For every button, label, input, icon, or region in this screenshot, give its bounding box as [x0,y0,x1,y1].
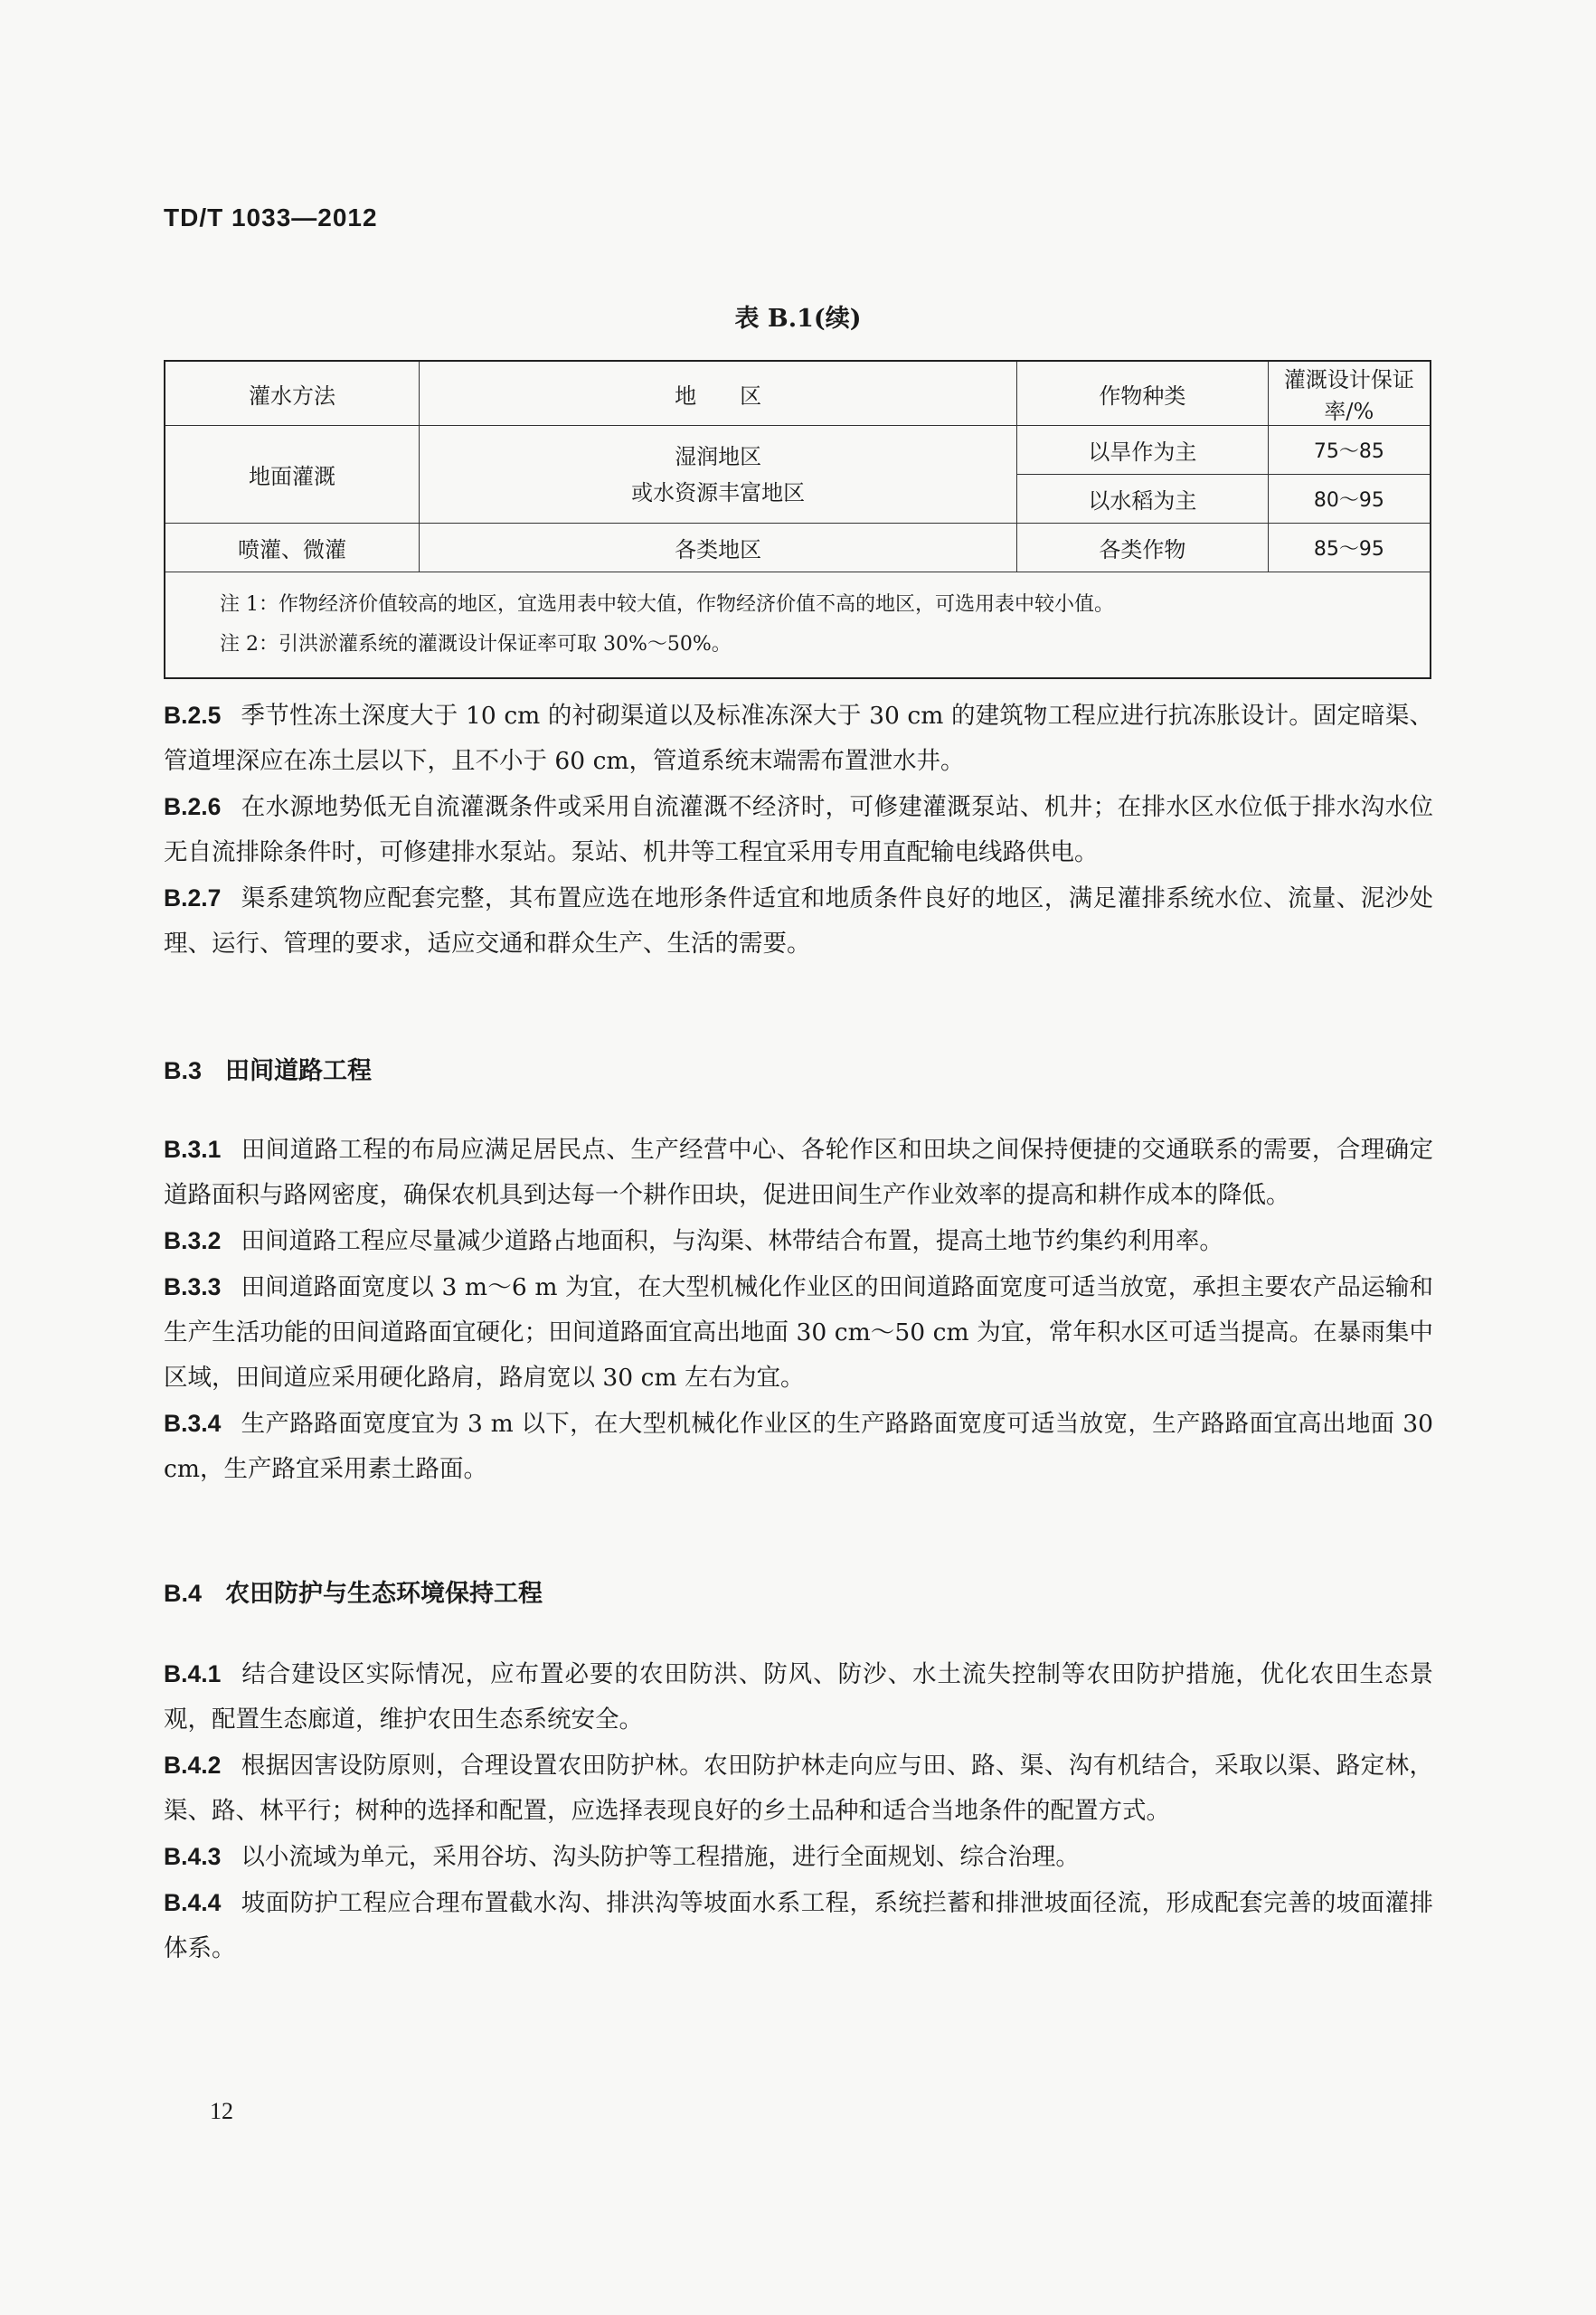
section-b2-paragraphs [164,693,1433,967]
clause-text: 根据因害设防原则，合理设置农田防护林。农田防护林走向应与田、路、渠、沟有机结合，采取以渠、路定林，渠、路、林平行；树种的选择和配置，应选择表现良好的乡土品种和适合当地条件的配置方式。 [164,1752,1433,1825]
table-title: 表 B.1(续) [734,305,862,333]
section-title: 农田防护与生态环境保持工程 [225,1580,543,1608]
clause-text: 生产路路面宽度宜为 3 m 以下，在大型机械化作业区的生产路路面宽度可适当放宽，生产路路面宜高出地面 30 cm，生产路宜采用素土路面。 [164,1410,1433,1483]
clause-paragraph [164,1743,1433,1834]
document-code: TD/T 1033—2012 [164,203,378,232]
column-header: 作物种类 [1017,361,1269,426]
clause-paragraph [164,1401,1433,1492]
section-b3-paragraphs [164,1127,1433,1492]
clause-number: B.2.6 [164,793,222,820]
page-number: 12 [210,2098,233,2124]
table-cell-crop: 各类作物 [1017,524,1269,572]
clause-number: B.4.2 [164,1752,222,1779]
clause-text: 田间道路工程的布局应满足居民点、生产经营中心、各轮作区和田块之间保持便捷的交通联系的需要，合理确定道路面积与路网密度，确保农机具到达每一个耕作田块，促进田间生产作业效率的提高和耕作成本的降低。 [164,1136,1433,1209]
column-header: 地 区 [420,361,1017,426]
clause-number: B.4.3 [164,1843,222,1870]
table-header-row [165,361,1431,426]
table-cell-rate: 75～85 [1268,426,1431,475]
clause-paragraph [164,1127,1433,1218]
section-title: 田间道路工程 [225,1057,373,1085]
section-number: B.3 [164,1057,203,1084]
table-row [165,524,1431,572]
clause-paragraph [164,875,1433,967]
clause-number: B.4.1 [164,1660,222,1687]
table-note: 注 2：引洪淤灌系统的灌溉设计保证率可取 30%～50%。 [220,633,732,656]
region-line: 或水资源丰富地区 [631,479,806,506]
clause-paragraph [164,1218,1433,1264]
column-header: 灌水方法 [165,361,420,426]
clause-text: 以小流域为单元，采用谷坊、沟头防护等工程措施，进行全面规划、综合治理。 [241,1843,1080,1871]
clause-text: 季节性冻土深度大于 10 cm 的衬砌渠道以及标准冻深大于 30 cm 的建筑物工程应进行抗冻胀设计。固定暗渠、管道埋深应在冻土层以下，且不小于 60 cm，管道系统末端需布置泄水井。 [164,702,1433,775]
section-heading-b4 [164,1573,543,1609]
table-note: 注 1：作物经济价值较高的地区，宜选用表中较大值，作物经济价值不高的地区，可选用表中较小值。 [220,593,1114,616]
table-cell-crop: 以水稻为主 [1017,475,1269,524]
clause-number: B.3.2 [164,1227,222,1254]
column-header: 灌溉设计保证率/% [1268,361,1431,426]
table-row [165,426,1431,475]
clause-text: 田间道路面宽度以 3 m～6 m 为宜，在大型机械化作业区的田间道路面宽度可适当放宽，承担主要农产品运输和生产生活功能的田间道路面宜硬化；田间道路面宜高出地面 30 cm～50 cm 为宜，常年积水区可适当提高。在暴雨集中区域，田间道应采用硬化路肩，路肩宽以 30 cm 左右为宜。 [164,1273,1433,1392]
clause-number: B.4.4 [164,1889,222,1916]
clause-number: B.3.1 [164,1136,222,1163]
clause-paragraph [164,693,1433,784]
table-notes-row [165,572,1431,679]
irrigation-guarantee-table [164,360,1431,679]
clause-paragraph [164,1880,1433,1971]
table-cell-method: 喷灌、微灌 [165,524,420,572]
clause-number: B.2.5 [164,702,222,729]
table-cell-rate: 85～95 [1268,524,1431,572]
clause-paragraph [164,1651,1433,1743]
clause-number: B.3.3 [164,1273,222,1300]
section-number: B.4 [164,1580,203,1607]
clause-text: 渠系建筑物应配套完整，其布置应选在地形条件适宜和地质条件良好的地区，满足灌排系统水位、流量、泥沙处理、运行、管理的要求，适应交通和群众生产、生活的需要。 [164,884,1433,958]
clause-text: 田间道路工程应尽量减少道路占地面积，与沟渠、林带结合布置，提高土地节约集约利用率。 [241,1227,1223,1255]
clause-number: B.2.7 [164,884,222,912]
clause-text: 坡面防护工程应合理布置截水沟、排洪沟等坡面水系工程，系统拦蓄和排泄坡面径流，形成配套完善的坡面灌排体系。 [164,1889,1433,1962]
section-b4-paragraphs [164,1651,1433,1971]
region-line: 湿润地区 [675,443,762,469]
table-cell-method: 地面灌溉 [165,426,420,524]
clause-paragraph [164,784,1433,875]
clause-number: B.3.4 [164,1410,222,1437]
table-cell-crop: 以旱作为主 [1017,426,1269,475]
clause-paragraph [164,1264,1433,1401]
section-heading-b3 [164,1051,372,1086]
clause-text: 结合建设区实际情况，应布置必要的农田防洪、防风、防沙、水土流失控制等农田防护措施，优化农田生态景观，配置生态廊道，维护农田生态系统安全。 [164,1660,1433,1734]
table-notes [165,572,1431,679]
table-cell-region [420,426,1017,524]
clause-text: 在水源地势低无自流灌溉条件或采用自流灌溉不经济时，可修建灌溉泵站、机井；在排水区水位低于排水沟水位无自流排除条件时，可修建排水泵站。泵站、机井等工程宜采用专用直配输电线路供电。 [164,793,1433,866]
table-cell-region: 各类地区 [420,524,1017,572]
table-cell-rate: 80～95 [1268,475,1431,524]
clause-paragraph [164,1834,1433,1880]
